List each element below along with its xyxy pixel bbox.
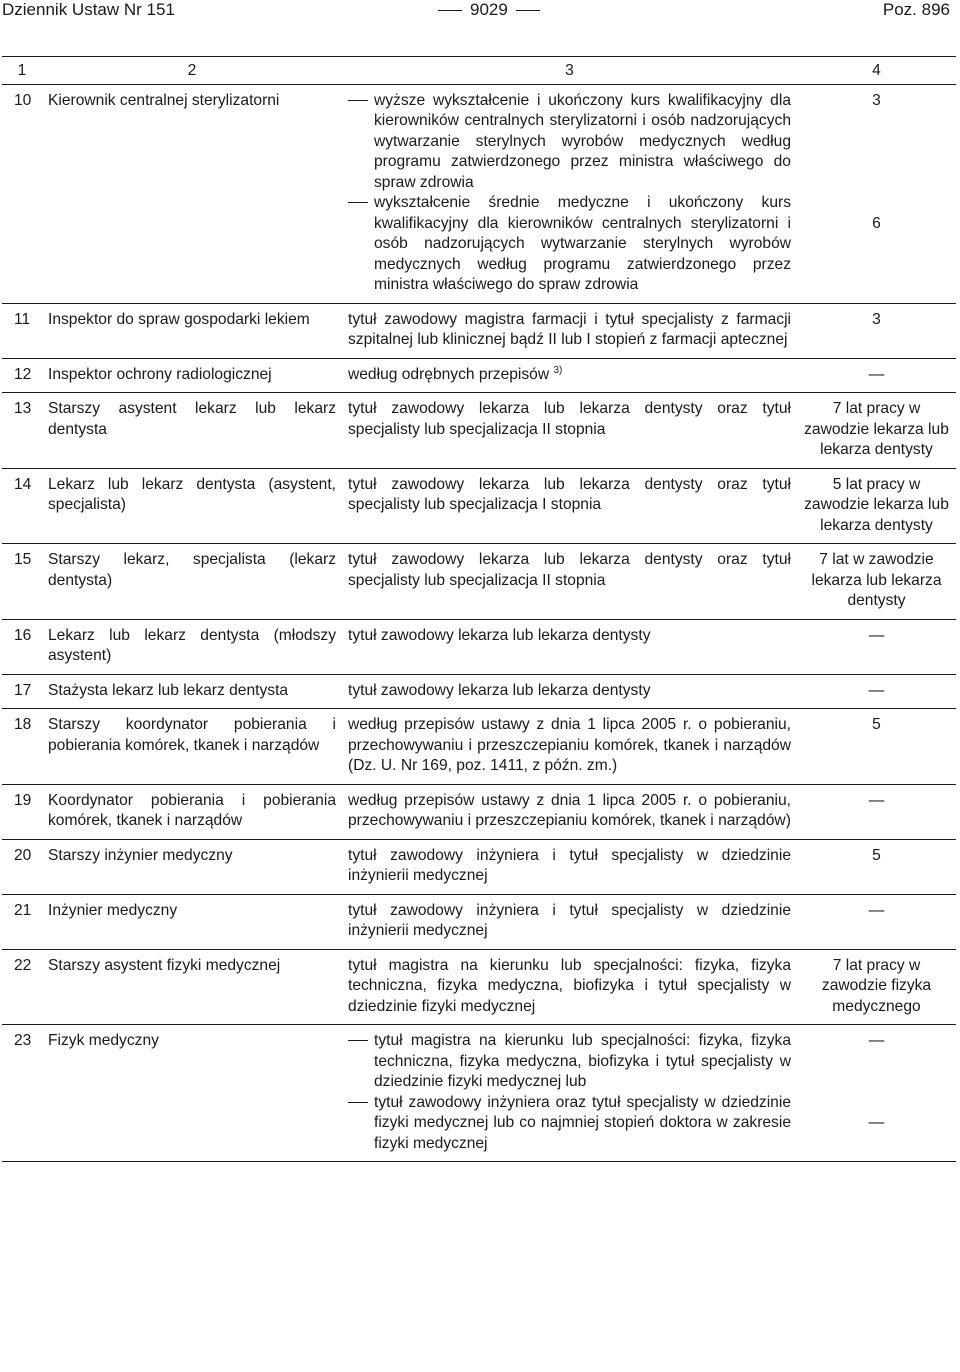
role-name: Inżynier medyczny	[42, 894, 342, 949]
qualification: tytuł zawodowy lekarza lub lekarza dentysty	[342, 674, 797, 709]
qualification: według przepisów ustawy z dnia 1 lipca 2005 r. o pobieraniu, przechowywaniu i przeszczepianiu komórek, tkanek i narządów (Dz. U. Nr 169, poz. 1411, z późn. zm.)	[342, 709, 797, 785]
table-row	[2, 1025, 956, 1162]
row-number: 20	[2, 839, 42, 894]
table-row	[2, 709, 956, 785]
role-name: Starszy koordynator pobierania i pobierania komórek, tkanek i narządów	[42, 709, 342, 785]
position-label: Poz. 896	[882, 0, 950, 19]
qualification: tytuł zawodowy lekarza lub lekarza dentysty oraz tytuł specjalisty lub specjalizacja II stopnia	[342, 393, 797, 469]
role-name: Starszy lekarz, specjalista (lekarz dentysta)	[42, 544, 342, 620]
table-row	[2, 358, 956, 393]
qualification: tytuł zawodowy lekarza lub lekarza dentysty	[342, 619, 797, 674]
experience-value: 7 lat pracy w zawodzie fizyka medycznego	[797, 949, 956, 1025]
role-name: Starszy inżynier medyczny	[42, 839, 342, 894]
role-name: Inspektor do spraw gospodarki lekiem	[42, 303, 342, 358]
role-name: Kierownik centralnej sterylizatorni	[42, 84, 342, 303]
table-row	[2, 949, 956, 1025]
role-name: Lekarz lub lekarz dentysta (asystent, specjalista)	[42, 468, 342, 544]
page-header	[0, 0, 960, 24]
role-name: Starszy asystent lekarz lub lekarz dentysta	[42, 393, 342, 469]
table-row	[2, 303, 956, 358]
qualification: tytuł zawodowy inżyniera i tytuł specjalisty w dziedzinie inżynierii medycznej	[342, 839, 797, 894]
experience-value: —	[797, 894, 956, 949]
qualifications-table	[2, 56, 956, 1162]
table-row	[2, 544, 956, 620]
role-name: Fizyk medyczny	[42, 1025, 342, 1162]
qualification: według odrębnych przepisów	[348, 365, 550, 383]
row-number: 14	[2, 468, 42, 544]
table-row	[2, 393, 956, 469]
role-name: Koordynator pobierania i pobierania komórek, tkanek i narządów	[42, 784, 342, 839]
experience-value: 5	[797, 709, 956, 785]
experience-value: —	[797, 674, 956, 709]
experience-value: —	[797, 358, 956, 393]
dash-mark	[348, 202, 368, 203]
page-number-dash-left	[438, 10, 462, 11]
row-number: 21	[2, 894, 42, 949]
dash-mark	[348, 1040, 368, 1041]
role-name: Inspektor ochrony radiologicznej	[42, 358, 342, 393]
experience-value: 3	[797, 303, 956, 358]
dash-mark	[348, 1102, 368, 1103]
experience-value: —	[868, 1114, 885, 1131]
experience-value: 5	[797, 839, 956, 894]
table-row	[2, 839, 956, 894]
experience-cell	[797, 84, 956, 303]
column-number: 3	[342, 57, 797, 85]
experience-value: 5 lat pracy w zawodzie lekarza lub lekarza dentysty	[797, 468, 956, 544]
row-number: 16	[2, 619, 42, 674]
table-row	[2, 619, 956, 674]
page-number-dash-right	[516, 10, 540, 11]
table-row	[2, 784, 956, 839]
qualification: tytuł magistra na kierunku lub specjalności: fizyka, fizyka techniczna, fizyka medyczna, biofizyka i tytuł specjalisty w dziedzinie fizyki medycznej	[342, 949, 797, 1025]
qualification: tytuł zawodowy inżyniera i tytuł specjalisty w dziedzinie inżynierii medycznej	[342, 894, 797, 949]
qualification: tytuł zawodowy lekarza lub lekarza dentysty oraz tytuł specjalisty lub specjalizacja II stopnia	[342, 544, 797, 620]
row-number: 22	[2, 949, 42, 1025]
dash-mark	[348, 100, 368, 101]
row-number: 11	[2, 303, 42, 358]
experience-value: 7 lat pracy w zawodzie lekarza lub lekarza dentysty	[797, 393, 956, 469]
qualification-option: tytuł zawodowy inżyniera oraz tytuł specjalisty w dziedzinie fizyki medycznej lub co najmniej stopień doktora w zakresie fizyki medycznej	[348, 1093, 791, 1155]
role-name: Lekarz lub lekarz dentysta (młodszy asystent)	[42, 619, 342, 674]
role-name: Starszy asystent fizyki medycznej	[42, 949, 342, 1025]
qualification: tytuł zawodowy magistra farmacji i tytuł specjalisty z farmacji szpitalnej lub klinicznej bądź II lub I stopień z farmacji aptecznej	[342, 303, 797, 358]
row-number: 12	[2, 358, 42, 393]
row-number: 18	[2, 709, 42, 785]
footnote-ref: 3)	[553, 364, 563, 376]
qualification: tytuł zawodowy lekarza lub lekarza dentysty oraz tytuł specjalisty lub specjalizacja I stopnia	[342, 468, 797, 544]
column-number-row	[2, 57, 956, 85]
experience-value: —	[868, 1032, 885, 1049]
column-number: 1	[2, 57, 42, 85]
row-number: 19	[2, 784, 42, 839]
table-row	[2, 468, 956, 544]
table-row	[2, 894, 956, 949]
qualification-cell	[342, 358, 797, 393]
column-number: 4	[797, 57, 956, 85]
row-number: 10	[2, 84, 42, 303]
row-number: 15	[2, 544, 42, 620]
experience-value: 3	[872, 91, 881, 109]
experience-value: —	[797, 784, 956, 839]
journal-title: Dziennik Ustaw Nr 151	[2, 0, 175, 19]
role-name: Stażysta lekarz lub lekarz dentysta	[42, 674, 342, 709]
qualification-cell	[342, 1025, 797, 1162]
row-number: 17	[2, 674, 42, 709]
experience-value: —	[797, 619, 956, 674]
row-number: 23	[2, 1025, 42, 1162]
column-number: 2	[42, 57, 342, 85]
qualification-option: wykształcenie średnie medyczne i ukończony kurs kwalifikacyjny dla kierowników centralnych sterylizatorni i osób nadzorujących wytwarzanie sterylnych wyrobów medycznych według programu zatwierdzonego przez ministra właściwego do spraw zdrowia	[348, 193, 791, 296]
experience-value: 6	[872, 214, 881, 232]
table-row	[2, 674, 956, 709]
experience-value: 7 lat w zawodzie lekarza lub lekarza dentysty	[797, 544, 956, 620]
row-number: 13	[2, 393, 42, 469]
qualification: według przepisów ustawy z dnia 1 lipca 2005 r. o pobieraniu, przechowywaniu i przeszczepianiu komórek, tkanek i narządów)	[342, 784, 797, 839]
qualification-option: wyższe wykształcenie i ukończony kurs kwalifikacyjny dla kierowników centralnych sterylizatorni i osób nadzorujących wytwarzanie sterylnych wyrobów medycznych według programu zatwierdzonego przez ministra właściwego do spraw zdrowia	[348, 91, 791, 194]
qualification-cell	[342, 84, 797, 303]
table-row	[2, 84, 956, 303]
page-number: 9029	[430, 0, 548, 20]
qualification-option: tytuł magistra na kierunku lub specjalności: fizyka, fizyka techniczna, fizyka medyczna, biofizyka i tytuł specjalisty w dziedzinie fizyki medycznej lub	[348, 1031, 791, 1093]
experience-cell	[797, 1025, 956, 1162]
